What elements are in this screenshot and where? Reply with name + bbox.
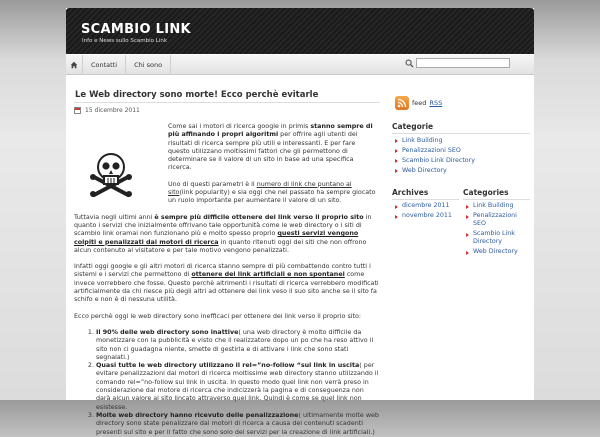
categories-widget bbox=[392, 122, 530, 176]
paragraph: Come sai i motori di ricerca google in primis stanno sempre di più affinando i propri algoritmi per offrire agli utenti dei risultati di ricerca sempre più utili e interessanti. E per fare questo utilizzano moltissimi fattori che gli permettono di determinare se il valore di un sito in base ad una specifica ricerca. bbox=[168, 123, 373, 172]
site-description: Info e News sullo Scambio Link bbox=[82, 38, 168, 44]
home-icon bbox=[70, 61, 78, 69]
sidebar bbox=[390, 82, 530, 257]
main-content bbox=[74, 82, 380, 437]
rss-icon[interactable] bbox=[395, 96, 409, 110]
skull-crossbones-icon bbox=[86, 147, 136, 197]
page bbox=[66, 8, 534, 436]
nav-item-label: Chi sono bbox=[134, 60, 163, 69]
search-input[interactable] bbox=[416, 58, 510, 68]
search-box bbox=[405, 58, 510, 68]
categories2-widget bbox=[463, 188, 530, 257]
site-title[interactable]: SCAMBIO LINK bbox=[81, 22, 191, 37]
category-link[interactable]: Link Building bbox=[463, 202, 530, 211]
widget-title: Categories bbox=[463, 188, 509, 197]
inline-link[interactable]: numero di link che puntano al sito bbox=[168, 180, 352, 197]
reasons-list bbox=[96, 329, 380, 437]
paragraph: Tuttavia negli ultimi anni è sempre più difficile ottenere dei link verso il proprio sito in quanto i servizi che inizialmente offrivano tale opportunità come le web directory o i siti di scambio link oramai non funzionano più e molto spesso proprio questi servizi vengono colpiti e penalizzati dai motori di ricerca in quanto ritenuti oggi dei siti che non offrono alcun contenuto al visitatore e per tale motivo vengono penalizzati. bbox=[74, 213, 372, 254]
archives-widget bbox=[392, 188, 459, 257]
paragraph: Ecco perchè oggi le web directory sono inefficaci per ottenere dei link verso il proprio sito: bbox=[74, 312, 362, 320]
list-item: 2. Quasi tutte le web directory utilizzano il rel=”no-follow “sui link in uscita( per evitare penalizzazioni dai motori di ricerca moltissime web directory stanno utilizzando il comando rel=”no-follow sui link in uscita. In questo modo quel link non verrà preso in considerazione dal motore di ricerca che indicizzerà la pagina e di conseguenza non darà alcun valore al sito lincato attraverso quel link. Quindi è come se quel link non esistesse. bbox=[96, 362, 380, 412]
site-header bbox=[66, 8, 534, 54]
category-link[interactable]: Scambio Link Directory bbox=[392, 156, 530, 166]
inline-link[interactable]: questi servizi vengono colpiti e penalizzati dai motori di ricerca bbox=[74, 230, 359, 246]
feed-label: feed bbox=[412, 99, 427, 107]
category-link[interactable]: Web Directory bbox=[392, 166, 530, 176]
archive-link[interactable]: novembre 2011 bbox=[392, 212, 459, 221]
post-meta bbox=[74, 102, 380, 114]
category-link[interactable]: Penalizzazioni SEO bbox=[463, 212, 530, 229]
nav-item-chi-sono[interactable] bbox=[126, 55, 171, 75]
post-date: 15 dicembre 2011 bbox=[85, 106, 140, 114]
widget-title: Archives bbox=[392, 188, 429, 197]
list-item: 1. Il 90% delle web directory sono inattive( una web directory è molto difficile da monetizzare con la pubblicità e visto che il realizzatore dopo un po che ha reso attivo il sito non ci guadagna niente, smette di gestirla e di attivare i link che sono stati segnalati.) bbox=[96, 329, 380, 362]
category-link[interactable]: Penalizzazioni SEO bbox=[392, 146, 530, 156]
category-link[interactable]: Link Building bbox=[392, 136, 530, 146]
nav-bar bbox=[66, 55, 534, 75]
nav-item-label: Contatti bbox=[91, 60, 118, 69]
paragraph: Uno di questi parametri è il numero di link che puntano al sito(link popularity) e sia oggi che nel passato ha sempre giocato un ruolo importante per aumentare il valore di un sito. bbox=[168, 180, 376, 205]
search-icon[interactable] bbox=[405, 59, 414, 68]
home-button[interactable] bbox=[66, 55, 83, 75]
widget-title: Categorie bbox=[392, 122, 434, 131]
nav-item-contatti[interactable] bbox=[83, 55, 126, 75]
list-item: 3. Molte web directory hanno ricevuto delle penalizzazione( ultimamente molte web directory sono state penalizzare dai motori di ricerca a causa dei contenuti scadenti presenti sul sito e per il fatto che sono solo dei servizi per la creazione di link artificiali.) bbox=[96, 412, 380, 437]
category-link[interactable]: Scambio Link Directory bbox=[463, 230, 530, 247]
rss-link[interactable]: RSS bbox=[429, 99, 443, 107]
rss-feed[interactable] bbox=[395, 96, 530, 110]
calendar-icon bbox=[74, 107, 81, 114]
archive-link[interactable]: dicembre 2011 bbox=[392, 202, 459, 211]
category-link[interactable]: Web Directory bbox=[463, 248, 530, 257]
post-title[interactable]: Le Web directory sono morte! Ecco perchè evitarle bbox=[75, 90, 319, 100]
inline-link[interactable]: ottenere dei link artificiali e non spontanei bbox=[191, 271, 345, 279]
paragraph: Infatti oggi google e gli altri motori di ricerca stanno sempre di più combattendo contro tutti i sistemi e i servizi che permettono di ottenere dei link artificiali e non spontanei come invece vorrebbero che fosse. Questo perchè altrimenti i risultati di ricerca verrebbero modificati artificialmente da chi riesce più degli altri ad ottenere dei link veso il suo sito anche se il sito fa schifo e non è di nessuna utilità. bbox=[74, 263, 379, 304]
post-body bbox=[74, 123, 380, 437]
